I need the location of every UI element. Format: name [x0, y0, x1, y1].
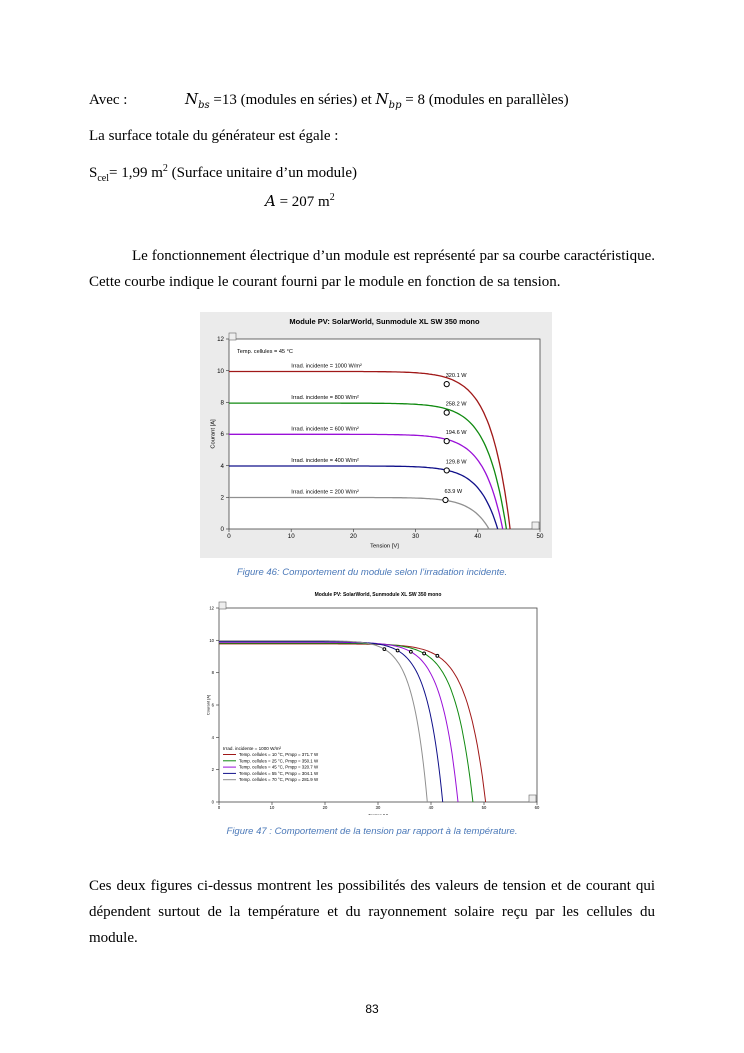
area-value: = 207 m — [279, 194, 330, 210]
nbp-symbol: N — [375, 90, 389, 108]
y-tick-label: 6 — [220, 431, 224, 439]
page-number: 83 — [365, 1002, 379, 1016]
x-tick-label: 30 — [412, 533, 420, 541]
chart-title: Module PV: SolarWorld, Sunmodule XL SW 350 mono — [289, 317, 480, 326]
y-tick-label: 12 — [209, 605, 214, 611]
x-axis-label: Tension [V] — [370, 543, 399, 550]
x-tick-label: 10 — [269, 805, 275, 811]
series-label: Irrad. incidente = 400 W/m² — [291, 457, 359, 464]
series-label: Irrad. incidente = 600 W/m² — [291, 426, 359, 433]
nbs-value: =13 (modules en séries) et — [213, 92, 372, 108]
figure-46 — [200, 312, 552, 563]
mpp-marker — [383, 648, 386, 651]
x-tick-label: 10 — [287, 533, 295, 541]
surface-line: La surface totale du générateur est égale : — [89, 128, 339, 144]
mpp-label: 258.2 W — [445, 401, 467, 408]
legend-entry: Temp. cellules = 25 °C, Pmpp = 350.1 W — [239, 758, 319, 764]
figure-46-chart — [200, 312, 552, 558]
legend-title: Irrad. incidente = 1000 W/m² — [223, 746, 282, 751]
x-tick-label: 0 — [227, 533, 231, 541]
mpp-marker — [444, 410, 449, 415]
mpp-marker — [409, 650, 412, 653]
mpp-marker — [423, 652, 426, 655]
y-tick-label: 10 — [217, 367, 224, 375]
mpp-marker — [444, 468, 449, 473]
legend-entry: Temp. cellules = 10 °C, Pmpp = 371.7 W — [239, 752, 319, 757]
x-tick-label: 50 — [481, 805, 487, 811]
y-tick-label: 8 — [220, 399, 224, 407]
nbs-subscript: bs — [198, 100, 210, 111]
nbp-subscript: bp — [388, 100, 402, 111]
mpp-label: 129.8 W — [445, 459, 467, 466]
figure-47-caption: Figure 47 : Comportement de la tension par rapport à la température. — [226, 826, 518, 837]
mpp-label: 63.9 W — [444, 489, 463, 496]
mpp-marker — [444, 439, 449, 444]
area-symbol: A — [265, 192, 276, 210]
temperature-annotation: Temp. cellules = 45 °C — [237, 349, 293, 355]
mpp-marker — [436, 654, 439, 657]
x-tick-label: 30 — [375, 805, 381, 811]
nbs-symbol: N — [184, 90, 199, 108]
equation-line-modules — [89, 89, 569, 110]
scel-value: = 1,99 m — [109, 165, 163, 181]
scel-symbol: S — [89, 165, 98, 181]
x-tick-label: 20 — [349, 533, 357, 541]
y-axis-label: Courant [A] — [210, 419, 217, 449]
x-tick-label: 40 — [428, 805, 434, 811]
legend-entry: Temp. cellules = 55 °C, Pmpp = 304.1 W — [239, 770, 319, 776]
y-tick-label: 6 — [211, 702, 214, 708]
figure-46-caption: Figure 46: Comportement du module selon l’irradation incidente. — [236, 567, 508, 578]
y-tick-label: 0 — [211, 799, 214, 805]
scel-subscript: cel — [97, 173, 109, 184]
y-axis-label: Courant [A] — [205, 694, 211, 716]
figure-47 — [199, 589, 543, 820]
area-exponent: 2 — [329, 192, 335, 203]
series-label: Irrad. incidente = 1000 W/m² — [291, 363, 362, 370]
scel-description: (Surface unitaire d’un module) — [167, 165, 357, 181]
y-tick-label: 4 — [211, 734, 214, 740]
y-tick-label: 2 — [211, 767, 214, 773]
legend-entry: Temp. cellules = 70 °C, Pmpp = 281.9 W — [239, 777, 319, 783]
mpp-marker — [444, 382, 449, 387]
x-tick-label: 0 — [217, 805, 221, 811]
y-tick-label: 0 — [220, 526, 224, 534]
y-tick-label: 4 — [220, 462, 224, 470]
y-tick-label: 8 — [211, 670, 214, 676]
mpp-marker — [443, 497, 448, 502]
series-label: Irrad. incidente = 800 W/m² — [291, 395, 359, 402]
figure-47-chart — [199, 589, 543, 815]
avec-label: Avec : — [89, 92, 128, 108]
scel-exponent: 2 — [162, 163, 168, 174]
y-tick-label: 10 — [209, 637, 214, 643]
area-equation — [265, 191, 335, 212]
scroll-up-control — [229, 333, 236, 340]
y-tick-label: 12 — [217, 336, 224, 344]
scel-line — [89, 163, 357, 183]
x-tick-label: 50 — [536, 533, 544, 541]
legend-entry: Temp. cellules = 45 °C, Pmpp = 320.7 W — [239, 764, 319, 770]
chart-title: Module PV: SolarWorld, Sunmodule XL SW 350 mono — [314, 592, 442, 598]
scroll-right-control — [532, 522, 539, 529]
x-axis-label: Tension [V] — [368, 812, 388, 815]
scroll-right-control — [529, 795, 536, 802]
series-label: Irrad. incidente = 200 W/m² — [291, 489, 359, 496]
mpp-label: 320.1 W — [445, 373, 467, 380]
x-tick-label: 40 — [474, 533, 482, 541]
x-tick-label: 20 — [322, 805, 328, 811]
x-tick-label: 60 — [534, 805, 540, 811]
y-tick-label: 2 — [220, 494, 224, 502]
scroll-up-control — [219, 602, 226, 609]
paragraph-intro: Le fonctionnement électrique d’un module est représenté par sa courbe caractéristique. Cette courbe indique le courant fourni par le module en fonction de sa tension. — [89, 248, 655, 290]
mpp-marker — [396, 649, 399, 652]
nbp-value: = 8 (modules en parallèles) — [405, 92, 569, 108]
paragraph-conclusion: Ces deux figures ci-dessus montrent les possibilités des valeurs de tension et de courant qui dépendent surtout de la température et du rayonnement solaire reçu par les cellules du module. — [89, 878, 655, 946]
mpp-label: 194.6 W — [445, 430, 467, 437]
